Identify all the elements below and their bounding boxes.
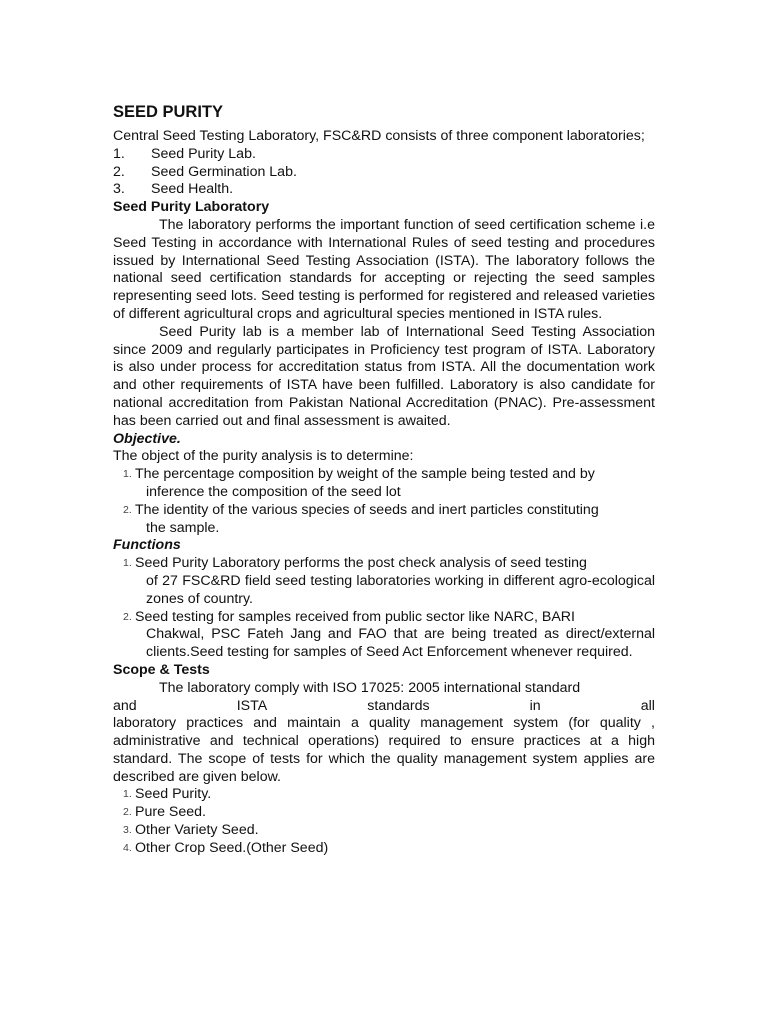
list-item [113, 555, 655, 608]
list-number: 2. [123, 503, 132, 516]
list-number: 3. [113, 181, 125, 198]
intro-paragraph: Central Seed Testing Laboratory, FSC&RD consists of three component laboratories; [113, 128, 645, 144]
list-text-continued: the sample. [146, 519, 220, 536]
list-number: 2. [123, 806, 132, 819]
scope-paragraph: laboratory practices and maintain a quality management system (for quality , administrative and technical operations) required to ensure practices at a high standard. The scope of tests for which the quality management system applies are described are given below. [113, 715, 655, 785]
page-title: SEED PURITY [113, 103, 224, 121]
list-text: Seed Germination Lab. [151, 163, 297, 180]
list-text-continued: of 27 FSC&RD field seed testing laboratories working in different agro-ecological zones of country. [146, 572, 655, 607]
list-text-continued: Chakwal, PSC Fateh Jang and FAO that are being treated as direct/external clients.Seed testing for samples of Seed Act Enforcement whenever required. [146, 626, 655, 661]
list-item [113, 822, 655, 840]
list-number: 2. [113, 163, 125, 180]
lab-paragraph-2: Seed Purity lab is a member lab of International Seed Testing Association since 2009 and regularly participates in Proficiency test program of ISTA. Laboratory is also under process for accreditation status from ISTA. All the documentation work and other requirements of ISTA have been fulfilled. Laboratory is also candidate for national accreditation from Pakistan National Accreditation (PNAC). Pre-assessment has been carried out and final assessment is awaited. [113, 323, 655, 429]
lab-paragraph-1: The laboratory performs the important function of seed certification scheme i.e Seed Testing in accordance with International Rules of seed testing and procedures issued by International Seed Testing Association (ISTA). The laboratory follows the national seed certification standards for accepting or rejecting the seed samples representing seed lots. Seed testing is performed for registered and released varieties of different agricultural crops and agricultural species mentioned in ISTA rules. [113, 216, 655, 322]
list-text: Seed Purity Lab. [151, 145, 256, 162]
functions-list [113, 555, 655, 662]
list-item [113, 164, 655, 182]
section-heading-scope: Scope & Tests [113, 661, 210, 678]
objective-intro: The object of the purity analysis is to determine: [113, 448, 414, 465]
list-item [113, 840, 655, 858]
list-item [113, 786, 655, 804]
tests-list [113, 786, 655, 857]
list-number: 2. [123, 610, 132, 623]
scope-line-1: The laboratory comply with ISO 17025: 2005 international standard [159, 679, 581, 696]
list-text: Pure Seed. [135, 804, 206, 821]
scope-spread-line [113, 698, 655, 716]
scope-word: in [529, 697, 541, 714]
section-heading-lab: Seed Purity Laboratory [113, 199, 270, 216]
list-text: Seed Purity Laboratory performs the post check analysis of seed testing [135, 555, 587, 572]
list-number: 1. [123, 788, 132, 801]
list-item [113, 181, 655, 199]
list-item [113, 609, 655, 662]
scope-word: ISTA [236, 697, 268, 714]
list-text: Seed testing for samples received from public sector like NARC, BARI [135, 608, 575, 625]
list-number: 1. [113, 145, 125, 162]
list-number: 1. [123, 468, 132, 481]
list-item [113, 466, 655, 502]
section-heading-functions: Functions [113, 537, 181, 554]
scope-word: and [113, 697, 137, 714]
list-number: 1. [123, 557, 132, 570]
scope-word: all [640, 697, 655, 714]
scope-word: standards [367, 697, 430, 714]
list-text-continued: inference the composition of the seed lot [146, 483, 401, 500]
section-heading-objective: Objective. [113, 430, 181, 447]
list-text: Other Variety Seed. [135, 822, 259, 839]
list-item [113, 502, 655, 538]
list-text: Other Crop Seed.(Other Seed) [135, 839, 329, 856]
list-text: Seed Purity. [135, 786, 212, 803]
list-number: 4. [123, 841, 132, 854]
document-page [113, 102, 655, 858]
components-list [113, 146, 655, 199]
list-text: The percentage composition by weight of the sample being tested and by [135, 466, 595, 483]
list-number: 3. [123, 824, 132, 837]
objectives-list [113, 466, 655, 537]
list-item [113, 146, 655, 164]
list-text: Seed Health. [151, 181, 234, 198]
list-text: The identity of the various species of seeds and inert particles constituting [135, 501, 599, 518]
list-item [113, 804, 655, 822]
